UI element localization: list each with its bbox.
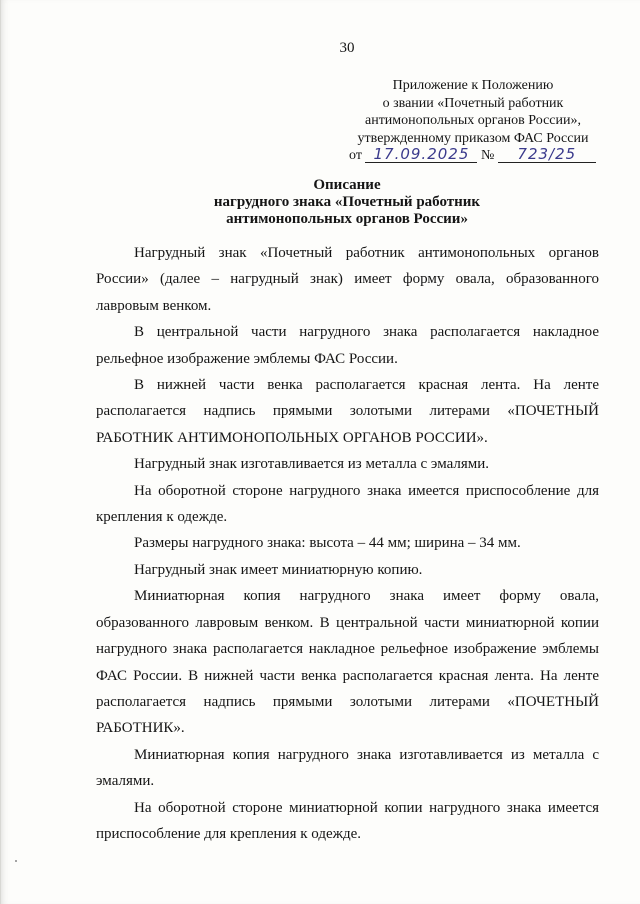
title-line: Описание (313, 177, 381, 193)
handwritten-order-number: 723/25 (498, 147, 596, 163)
paragraph: Нагрудный знак имеет миниатюрную копию. (134, 561, 423, 578)
document-body (96, 240, 599, 847)
title-line: нагрудного знака «Почетный работник (213, 194, 481, 210)
paragraph: Миниатюрная копия нагрудного знака имеет форму овала, образованного лавровым венком. В центральной части миниатюрной копии нагрудного знака располагается накладное рельефное изображение эмблемы ФАС России. В нижней части венка располагается красная лента. На ленте располагается надпись прямыми золотыми литерами «ПОЧЕТНЫЙ РАБОТНИК». (96, 588, 599, 737)
appendix-line: антимонопольных органов России», (364, 113, 581, 128)
paragraph: На оборотной стороне миниатюрной копии нагрудного знака имеется приспособление для крепления к одежде. (96, 799, 599, 842)
paragraph: Миниатюрная копия нагрудного знака изготавливается из металла с эмалями. (96, 746, 599, 790)
order-date-line (341, 147, 605, 165)
paragraph: На оборотной стороне нагрудного знака имеется приспособление для крепления к одежде. (96, 482, 599, 526)
appendix-line: Приложение к Положению (392, 78, 554, 93)
title-line: антимонопольных органов России» (226, 211, 468, 227)
paragraph: Нагрудный знак изготавливается из металла с эмалями. (134, 456, 490, 473)
paragraph: В нижней части венка располагается красная лента. На ленте располагается надпись прямыми золотыми литерами «ПОЧЕТНЫЙ РАБОТНИК АНТИМОНОПОЛЬНЫХ ОРГАНОВ РОССИИ». (96, 377, 599, 446)
appendix-block (341, 77, 605, 165)
page-number: 30 (339, 40, 355, 56)
appendix-line: о звании «Почетный работник (382, 95, 564, 111)
paragraph: Нагрудный знак «Почетный работник антимонопольных органов России» (далее – нагрудный знак) имеет форму овала, образованного лавровым венком. (96, 245, 599, 314)
paragraph: Размеры нагрудного знака: высота – 44 мм; ширина – 34 мм. (134, 535, 521, 552)
handwritten-date: 17.09.2025 (365, 147, 477, 163)
date-prefix: от (349, 148, 362, 163)
number-sign: № (480, 148, 495, 163)
document-title (1, 177, 640, 228)
scan-speck (15, 860, 17, 862)
appendix-line: утвержденному приказом ФАС России (357, 130, 589, 146)
paragraph: В центральной части нагрудного знака располагается накладное рельефное изображение эмблемы ФАС России. (96, 324, 599, 367)
